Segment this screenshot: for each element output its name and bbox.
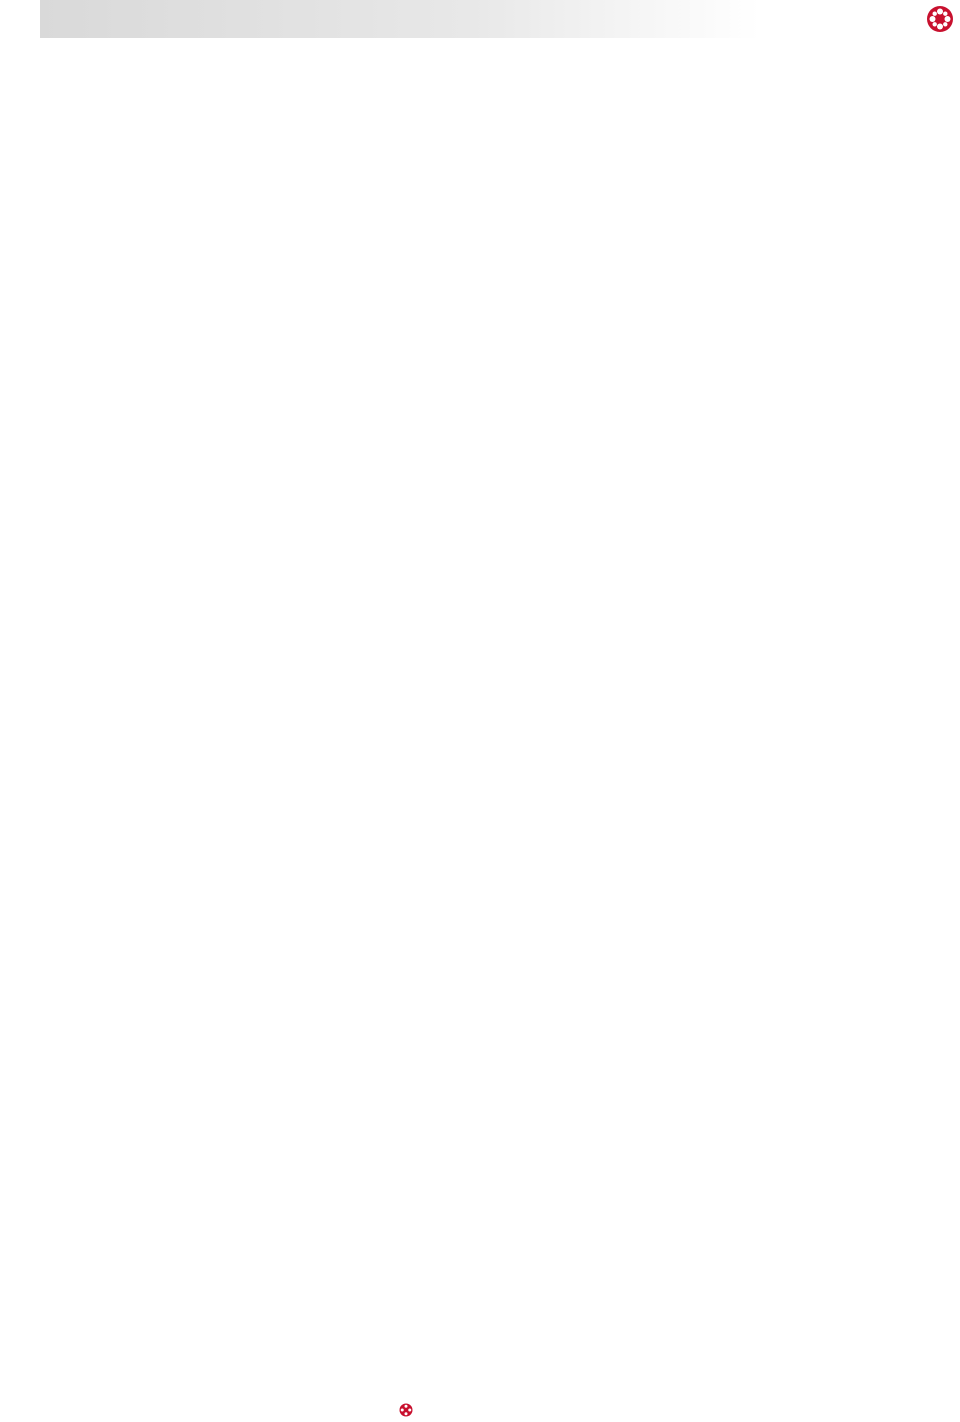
col-header-v: [446, 109, 528, 149]
col-header-q: [714, 109, 794, 149]
column-header-row: [40, 109, 956, 149]
col-header-t-air: [624, 109, 714, 149]
rosenberg-fan-logo-icon: [926, 5, 954, 33]
header-bar: [40, 0, 760, 38]
col-header-p: [528, 109, 624, 149]
rosenberg-logo: [826, 2, 956, 42]
col-header-t-air: [275, 109, 364, 149]
col-header-v: [794, 109, 878, 149]
performance-table: [40, 109, 956, 149]
col-header-q: [364, 109, 446, 149]
col-header-p: [878, 109, 956, 149]
col-header-t-water: [40, 109, 275, 149]
table-info-section: [40, 109, 956, 149]
rosenberg-fan-logo-icon: [399, 1403, 413, 1417]
